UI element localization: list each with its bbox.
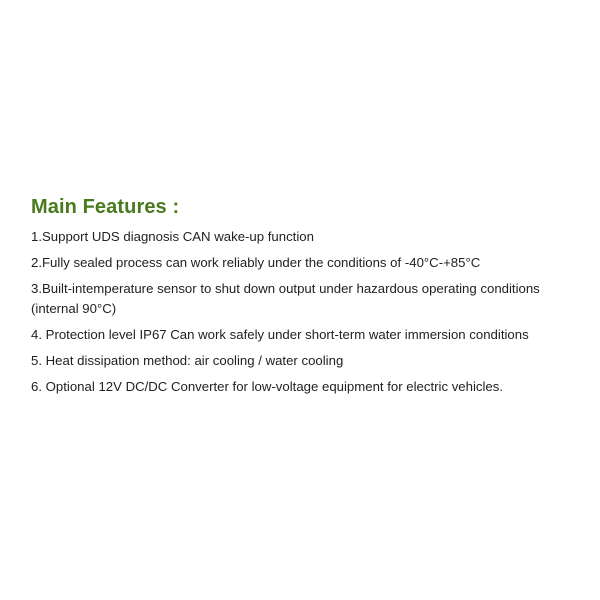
feature-item-2: 2.Fully sealed process can work reliably under the conditions of -40°C-+85°C — [31, 255, 481, 270]
feature-item-3: 3.Built-intemperature sensor to shut down output under hazardous operating conditions (internal 90°C) — [31, 281, 540, 316]
feature-item-6: 6. Optional 12V DC/DC Converter for low-voltage equipment for electric vehicles. — [31, 379, 504, 394]
main-features-title: Main Features : — [31, 196, 180, 218]
feature-list — [31, 227, 571, 397]
main-features-section — [31, 194, 571, 403]
feature-item-5: 5. Heat dissipation method: air cooling / water cooling — [31, 353, 344, 368]
feature-item-4: 4. Protection level IP67 Can work safely under short-term water immersion conditions — [31, 327, 529, 342]
feature-item-1: 1.Support UDS diagnosis CAN wake-up function — [31, 229, 314, 244]
